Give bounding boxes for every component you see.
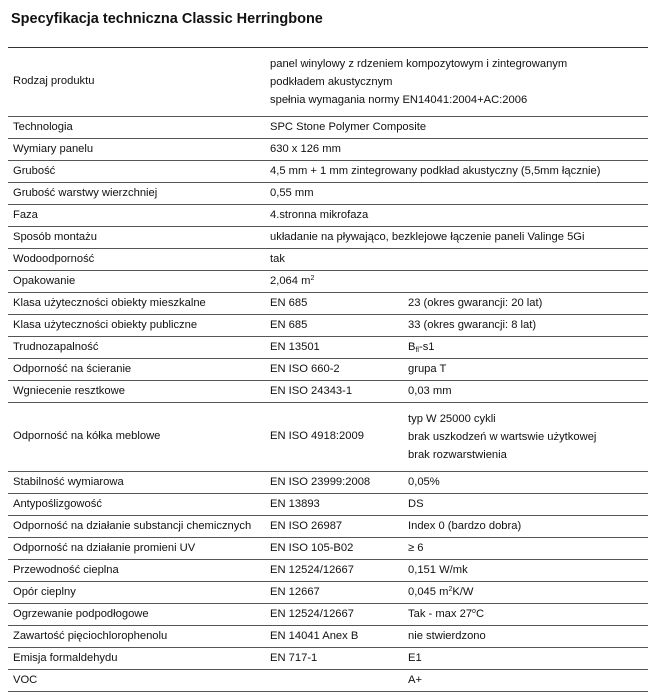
row-result: $B_{fl}-s1$ [408, 340, 435, 354]
row-value: układanie na pływająco, bezklejowe łączenie paneli Valinge 5Gi [270, 230, 585, 243]
row-label: Zawartość pięciochlorophenolu [13, 629, 168, 642]
row-result: DS [408, 497, 424, 510]
row-norm [265, 670, 403, 692]
row-norm: EN ISO 105-B02 [270, 541, 354, 554]
table-row [8, 249, 648, 271]
table-row [8, 183, 648, 205]
row-result: Tak - max 27$^o$C [408, 607, 485, 620]
table-row [8, 670, 648, 692]
row-result: nie stwierdzono [408, 629, 486, 642]
row-label: Trudnozapalność [13, 340, 99, 353]
row-label: Grubość warstwy wierzchniej [13, 186, 158, 199]
row-result: 23 (okres gwarancji: 20 lat) [408, 296, 543, 309]
row-norm: EN 685 [270, 296, 308, 309]
row-result: 0,045 $m^2K/W$ [408, 585, 474, 598]
row-label: Odporność na działanie promieni UV [13, 541, 196, 554]
row-label: Opakowanie [13, 274, 76, 287]
row-label: Odporność na działanie substancji chemicznych [13, 519, 252, 532]
table-row [8, 381, 648, 403]
table-row [8, 403, 648, 472]
table-row [8, 472, 648, 494]
row-value: SPC Stone Polymer Composite [270, 120, 427, 133]
table-row [8, 604, 648, 626]
row-label: Emisja formaldehydu [13, 651, 118, 664]
row-label: Wymiary panelu [13, 142, 94, 155]
row-result: 0,151 W/mk [408, 563, 468, 576]
row-result: 0,03 mm [408, 384, 452, 397]
row-label: Stabilność wymiarowa [13, 475, 124, 488]
table-row [8, 538, 648, 560]
row-norm: EN 12524/12667 [270, 563, 354, 576]
row-result: 0,05% [408, 475, 440, 488]
row-label: Wodoodporność [13, 252, 95, 265]
row-result: E1 [408, 651, 422, 664]
row-label: Antypoślizgowość [13, 497, 102, 510]
spec-table [8, 47, 648, 692]
row-value: 0,55 mm [270, 186, 314, 199]
row-norm: EN ISO 26987 [270, 519, 343, 532]
row-value: 4,5 mm + 1 mm zintegrowany podkład akustyczny (5,5mm łącznie) [270, 164, 601, 177]
row-label: Klasa użyteczności obiekty mieszkalne [13, 296, 206, 309]
row-label: Grubość [13, 164, 56, 177]
row-value: tak [270, 252, 285, 265]
row-label: Faza [13, 208, 38, 221]
row-label: Wgniecenie resztkowe [13, 384, 125, 397]
row-norm: EN ISO 23999:2008 [270, 475, 371, 488]
row-norm: EN 12667 [270, 585, 320, 598]
row-label: Opór cieplny [13, 585, 76, 598]
row-value: 2,064 $m^2$ [270, 274, 315, 287]
table-row [8, 315, 648, 337]
row-norm: EN 12524/12667 [270, 607, 354, 620]
row-label: Przewodność cieplna [13, 563, 119, 576]
row-norm: EN ISO 24343-1 [270, 384, 353, 397]
row-norm: EN 14041 Anex B [270, 629, 359, 642]
row-value: 630 x 126 mm [270, 142, 341, 155]
table-row [8, 516, 648, 538]
table-row [8, 227, 648, 249]
row-value: panel winylowy z rdzeniem kompozytowym i zintegrowanym podkładem akustycznym spełnia wymagania normy EN14041:2004+AC:2006 [270, 58, 568, 106]
table-row [8, 117, 648, 139]
row-label: Sposób montażu [13, 230, 97, 243]
row-norm: EN 717-1 [270, 651, 318, 664]
row-value: 4.stronna mikrofaza [270, 208, 369, 221]
row-result: 33 (okres gwarancji: 8 lat) [408, 318, 537, 331]
table-row [8, 139, 648, 161]
row-result: A+ [408, 673, 422, 686]
table-row [8, 205, 648, 227]
row-label: Technologia [13, 120, 73, 133]
row-norm: EN ISO 660-2 [270, 362, 340, 375]
table-row [8, 648, 648, 670]
table-row [8, 48, 648, 117]
table-row [8, 626, 648, 648]
table-row [8, 359, 648, 381]
row-label: Odporność na kółka meblowe [13, 430, 161, 443]
row-label: VOC [13, 673, 38, 686]
table-row [8, 582, 648, 604]
row-label: Ogrzewanie podpodłogowe [13, 607, 149, 620]
row-result: grupa T [408, 362, 447, 375]
row-label: Odporność na ścieranie [13, 362, 132, 375]
table-row [8, 271, 648, 293]
row-norm: EN 13893 [270, 497, 320, 510]
row-result: typ W 25000 cykli brak uszkodzeń w wartswie użytkowej brak rozwarstwienia [408, 413, 597, 461]
table-row [8, 161, 648, 183]
table-row [8, 293, 648, 315]
row-norm: EN 13501 [270, 340, 320, 353]
table-row [8, 337, 648, 359]
row-label: Klasa użyteczności obiekty publiczne [13, 318, 198, 331]
row-result: Index 0 (bardzo dobra) [408, 519, 522, 532]
row-norm: EN ISO 4918:2009 [270, 430, 364, 443]
row-result: ≥ 6 [408, 541, 424, 554]
table-row [8, 560, 648, 582]
page-title: Specyfikacja techniczna Classic Herringbone [11, 11, 323, 27]
table-row [8, 494, 648, 516]
row-norm: EN 685 [270, 318, 308, 331]
row-label: Rodzaj produktu [13, 75, 95, 88]
